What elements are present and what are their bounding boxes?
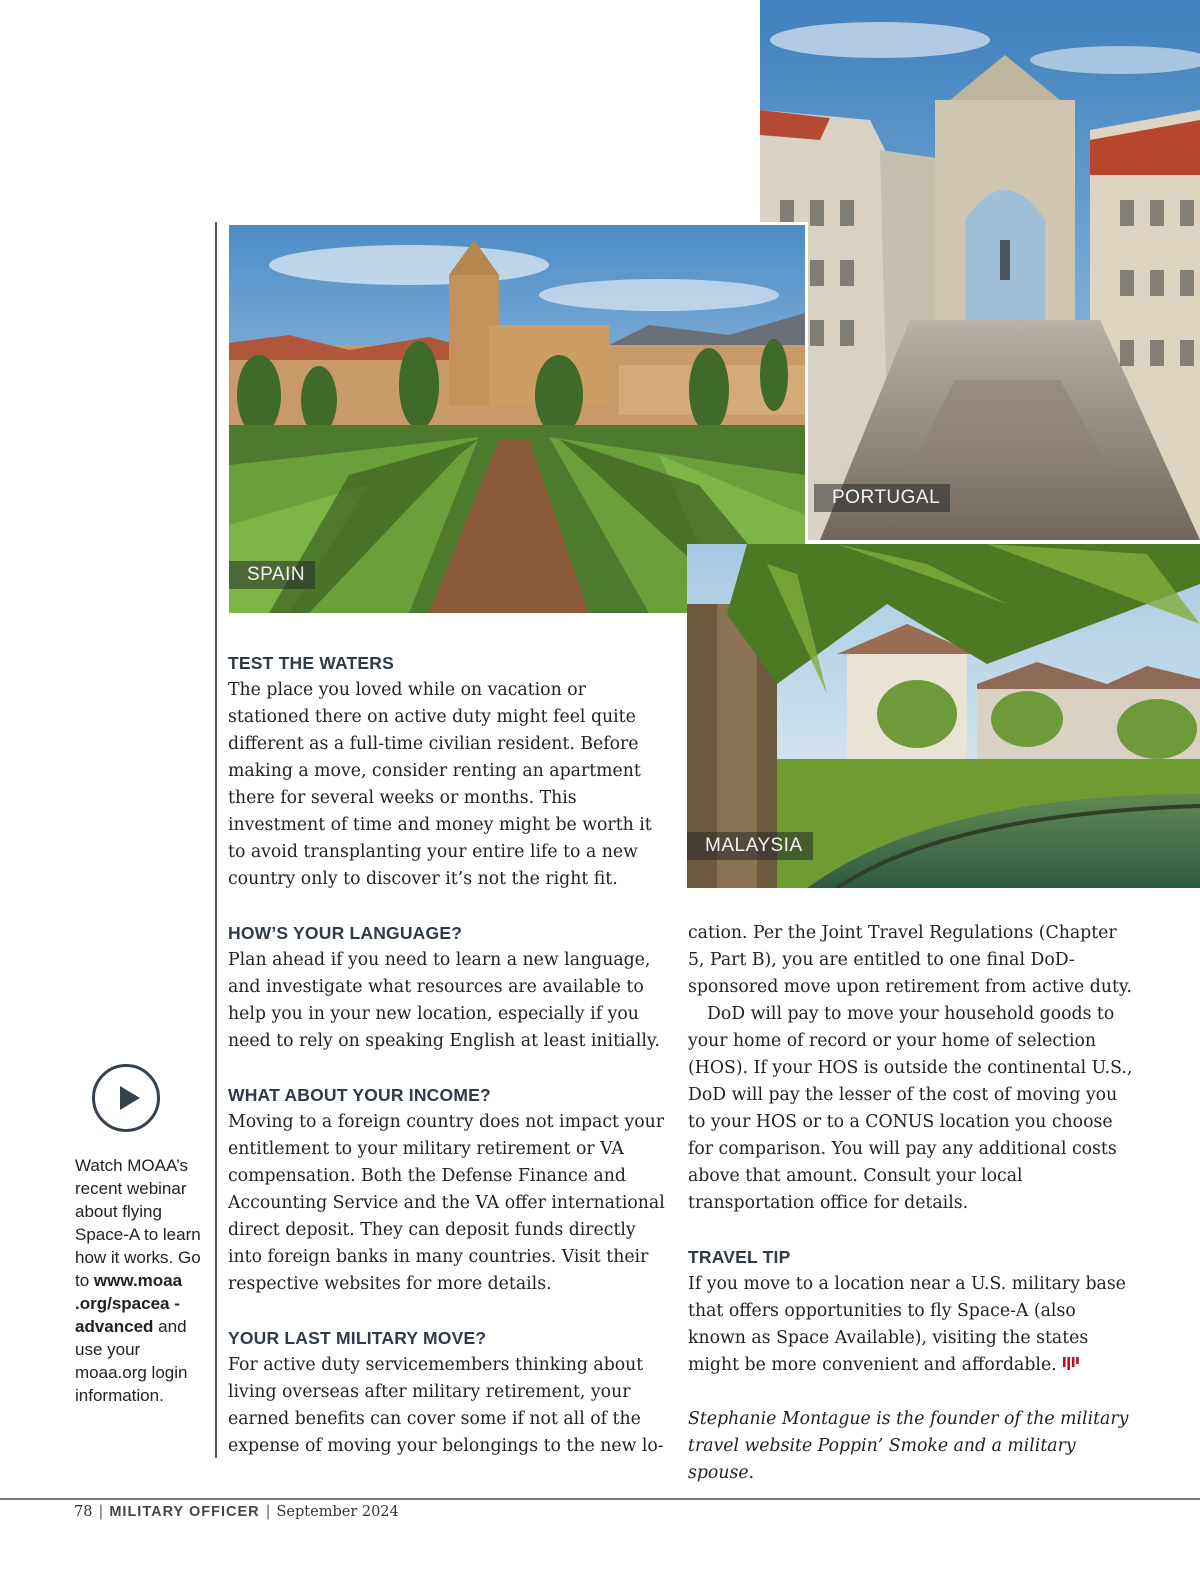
malaysia-photo [687, 544, 1200, 888]
travel-tip-text: If you move to a location near a U.S. military base that offers opportunities to fly Space-A (also known as Space Available), visiting the states might be more convenient and affordable. [688, 1274, 1126, 1375]
body-military-move-p2: DoD will pay to move your household goods to your home of record or your home of selection (HOS). If your HOS is outside the continental U.S., DoD will pay the lesser of the cost of moving you to your HOS or to a CONUS location you choose for comparison. You will pay any additional costs above that amount. Consult your local transportation office for details. [688, 1004, 1133, 1213]
heading-military-move: YOUR LAST MILITARY MOVE? [228, 1328, 487, 1348]
play-icon [95, 1067, 157, 1129]
spain-label: SPAIN [229, 561, 315, 589]
end-mark-icon [1063, 1357, 1079, 1371]
publication-name: MILITARY OFFICER [109, 1504, 260, 1520]
column-divider [215, 222, 217, 1458]
webinar-note [75, 1154, 203, 1407]
body-test-waters: The place you loved while on vacation or stationed there on active duty might feel quite different as a full-time civilian resident. Before making a move, consider renting an apartment there for several weeks or months. This investment of time and money might be worth it to avoid transplanting your entire life to a new country only to discover it’s not the right fit. [228, 680, 652, 889]
heading-language: HOW’S YOUR LANGUAGE? [228, 923, 463, 943]
footer-divider [0, 1498, 1200, 1500]
body-language: Plan ahead if you need to learn a new language, and investigate what resources are available to help you in your new location, especially if you need to rely on speaking English at least initially. [228, 950, 660, 1051]
body-travel-tip [688, 1271, 1133, 1379]
heading-travel-tip: TRAVEL TIP [688, 1247, 791, 1267]
page-number: 78 [74, 1504, 93, 1520]
body-income: Moving to a foreign country does not impact your entitlement to your military retirement or VA compensation. Both the Defense Finance and Accounting Service and the VA offer international direct deposit. They can deposit funds directly into foreign banks in many countries. Visit their respective websites for more details. [228, 1112, 665, 1294]
webinar-note-text: Watch MOAA’s recent webinar about flying Space-A to learn how it works. Go to [75, 1156, 201, 1290]
portugal-photo [760, 0, 1200, 540]
heading-test-waters: TEST THE WATERS [228, 653, 395, 673]
body-military-move-cont: cation. Per the Joint Travel Regulations (Chapter 5, Part B), you are entitled to one final DoD-sponsored move upon retirement from active duty. [688, 923, 1132, 997]
body-military-move-start: For active duty servicemembers thinking about living overseas after military retirement, your earned benefits can cover some if not all of the expense of moving your belongings to the new lo- [228, 1355, 664, 1456]
webinar-link[interactable]: www.moaa .org/spacea -advanced [75, 1271, 183, 1336]
footer-separator: | [265, 1504, 271, 1520]
article-right-column [688, 920, 1133, 1487]
issue-date: September 2024 [276, 1504, 399, 1520]
play-video-button[interactable] [92, 1064, 160, 1132]
portugal-label: PORTUGAL [814, 484, 950, 512]
malaysia-label: MALAYSIA [687, 832, 813, 860]
footer-separator: | [98, 1504, 104, 1520]
article-left-column [228, 650, 666, 1460]
webinar-note-tail: and use your moaa.org login information. [75, 1317, 188, 1405]
heading-income: WHAT ABOUT YOUR INCOME? [228, 1085, 491, 1105]
page-footer [74, 1501, 399, 1523]
author-byline: Stephanie Montague is the founder of the military travel website Poppin’ Smoke and a military spouse. [688, 1409, 1129, 1483]
